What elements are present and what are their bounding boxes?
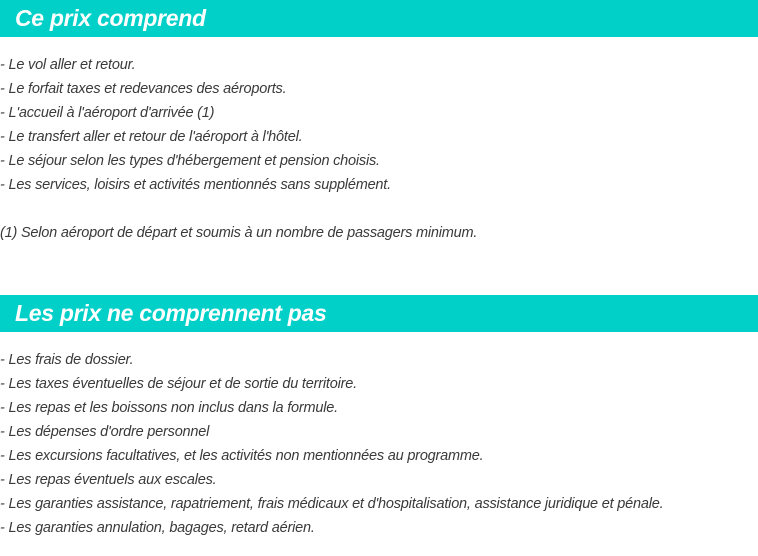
section-header-included (0, 0, 758, 37)
footnote: (1) Selon aéroport de départ et soumis à un nombre de passagers minimum. (0, 225, 478, 241)
list-item: - Le transfert aller et retour de l'aéroport à l'hôtel. (0, 129, 303, 145)
list-item: - Les garanties annulation, bagages, retard aérien. (0, 520, 315, 536)
list-item: - Les dépenses d'ordre personnel (0, 424, 210, 440)
list-item: - Le séjour selon les types d'hébergement et pension choisis. (0, 153, 380, 169)
included-items-list (0, 53, 391, 197)
section-header-excluded (0, 295, 758, 332)
section-title: Ce prix comprend (15, 5, 206, 31)
list-item: - Le vol aller et retour. (0, 57, 136, 73)
list-item: - Les garanties assistance, rapatriement, frais médicaux et d'hospitalisation, assistance juridique et pénale. (0, 496, 664, 512)
excluded-items-list (0, 348, 663, 540)
list-item: - Les repas et les boissons non inclus dans la formule. (0, 400, 338, 416)
list-item: - Les repas éventuels aux escales. (0, 472, 217, 488)
list-item: - L'accueil à l'aéroport d'arrivée (1) (0, 105, 215, 121)
list-item: - Les excursions facultatives, et les activités non mentionnées au programme. (0, 448, 484, 464)
list-item: - Les services, loisirs et activités mentionnés sans supplément. (0, 177, 391, 193)
section-title: Les prix ne comprennent pas (15, 300, 327, 326)
list-item: - Le forfait taxes et redevances des aéroports. (0, 81, 287, 97)
list-item: - Les taxes éventuelles de séjour et de sortie du territoire. (0, 376, 357, 392)
list-item: - Les frais de dossier. (0, 352, 134, 368)
